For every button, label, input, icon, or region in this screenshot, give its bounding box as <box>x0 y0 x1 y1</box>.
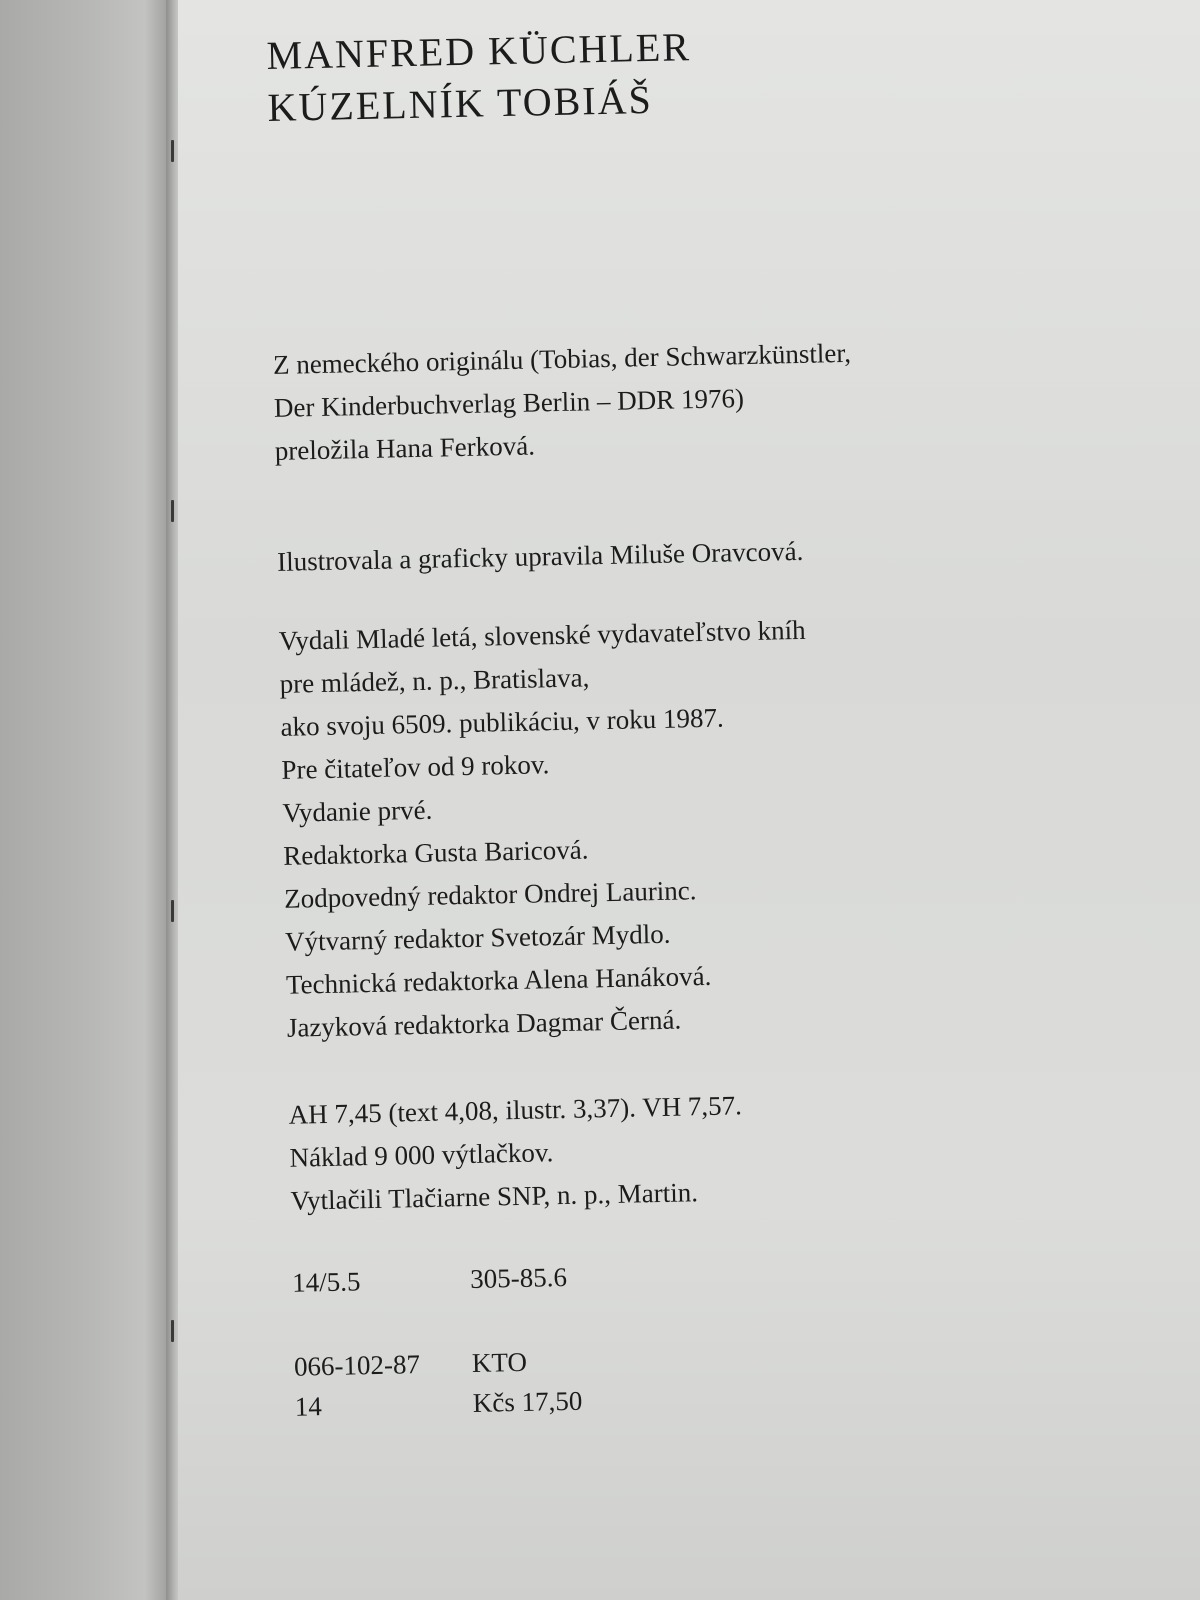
binding-stitch <box>171 500 174 522</box>
binding-stitch <box>171 1320 174 1342</box>
binding-code: KTO <box>471 1346 528 1378</box>
code-left: 14/5.5 <box>291 1266 361 1298</box>
text-line: Technická redaktorka Alena Hanáková. <box>285 960 712 1000</box>
text-line: Redaktorka Gusta Baricová. <box>282 834 589 871</box>
text-line: Der Kinderbuchverlag Berlin – DDR 1976) <box>273 383 745 423</box>
text-line: Náklad 9 000 výtlačkov. <box>289 1137 554 1173</box>
author-name: MANFRED KÜCHLER <box>266 24 692 78</box>
text-line: ako svoju 6509. publikáciu, v roku 1987. <box>280 702 725 742</box>
order-number: 066-102-87 <box>293 1349 421 1382</box>
text-line: preložila Hana Ferková. <box>274 430 536 466</box>
price: Kčs 17,50 <box>472 1385 583 1418</box>
binding-stitch <box>171 900 174 922</box>
classification-codes <box>292 1244 1173 1302</box>
text-line: Vydali Mladé letá, slovenské vydavateľstvo kníh <box>278 614 806 656</box>
printing-details <box>288 1075 1171 1222</box>
text-line: Výtvarný redaktor Svetozár Mydlo. <box>284 918 671 957</box>
illustration-credit <box>277 522 1158 583</box>
text-line: AH 7,45 (text 4,08, ilustr. 3,37). VH 7,57. <box>288 1090 743 1130</box>
facing-page <box>0 0 170 1600</box>
price-group: 14 <box>294 1391 323 1422</box>
binding-stitch <box>171 140 174 162</box>
imprint-content <box>266 12 1175 1427</box>
text-line: Zodpovedný redaktor Ondrej Laurinc. <box>283 875 697 914</box>
publication-details <box>278 601 1167 1049</box>
text-line: pre mládež, n. p., Bratislava, <box>279 662 590 699</box>
text-line: Z nemeckého originálu (Tobias, der Schwarzkünstler, <box>272 337 852 380</box>
translation-note <box>273 326 1156 473</box>
text-line: Jazyková redaktorka Dagmar Černá. <box>286 1004 682 1043</box>
text-line: Ilustrovala a graficky upravila Miluše Oravcová. <box>276 535 804 577</box>
book-title: KÚZELNÍK TOBIÁŠ <box>267 76 654 130</box>
title-block <box>266 12 1148 134</box>
code-right: 305-85.6 <box>469 1261 568 1294</box>
text-line: Pre čitateľov od 9 rokov. <box>281 749 550 785</box>
text-line: Vydanie prvé. <box>282 794 433 828</box>
text-line: Vytlačili Tlačiarne SNP, n. p., Martin. <box>290 1177 699 1216</box>
